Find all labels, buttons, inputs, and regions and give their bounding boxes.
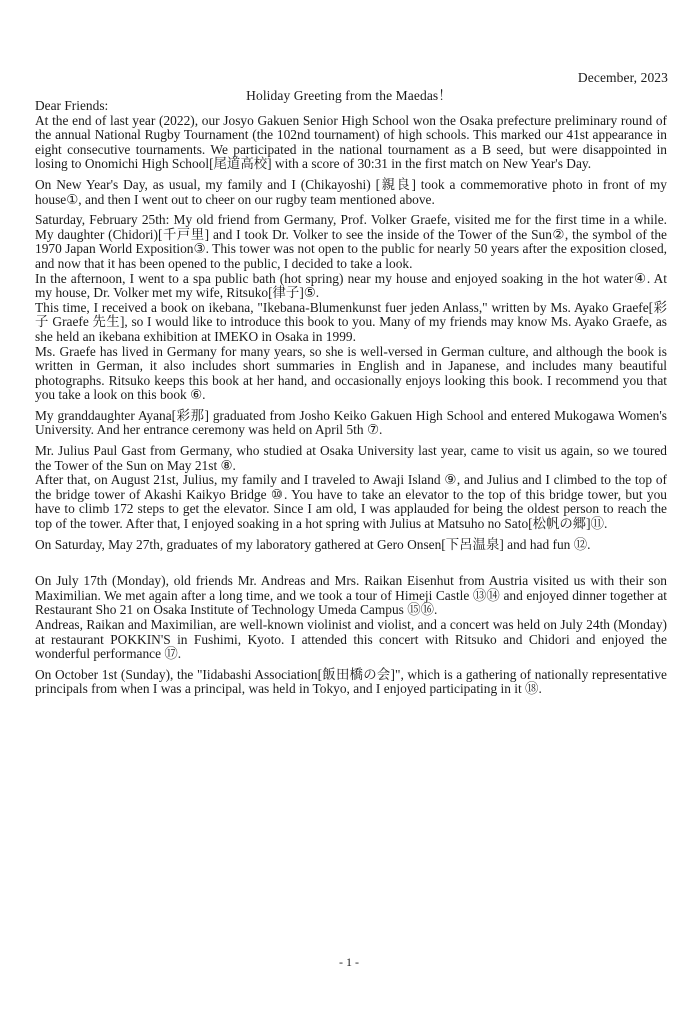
paragraph-concert: Andreas, Raikan and Maximilian, are well-known violinist and violist, and a concert was held on July 24th (Monday) at restaurant POKKIN'S in Fushimi, Kyoto. I attended this concert with Ritsuko and Chidori and enjoyed the wonderful performance ⑰. [35, 617, 667, 662]
paragraph-awaji: After that, on August 21st, Julius, my family and I traveled to Awaji Island ⑨, and Julius and I climbed to the top of the bridge tower of Akashi Kaikyo Bridge ⑩. You have to take an elevator to the top of this bridge tower, but you have to climb 172 steps to get the elevator. Since I am old, I was applauded for being the oldest person to reach the top of the tower. After that, I enjoyed soaking in a hot spring with Julius at Matsuho no Sato[松帆の郷]⑪. [35, 472, 667, 532]
paragraph-gero: On Saturday, May 27th, graduates of my laboratory gathered at Gero Onsen[下呂温泉] and had fun ⑫. [35, 536, 591, 552]
paragraph-julius-visit: Mr. Julius Paul Gast from Germany, who studied at Osaka University last year, came to visit us again, so we toured the Tower of the Sun on May 21st ⑧. [35, 443, 667, 473]
paragraph-iidabashi: On October 1st (Sunday), the "Iidabashi Association[飯田橋の会]", which is a gathering of nationally representative principals from when I was a principal, was held in Tokyo, and I enjoyed participating in it ⑱. [35, 666, 667, 697]
paragraph-spa: In the afternoon, I went to a spa public bath (hot spring) near my house and enjoyed soaking in the hot water④. At my house, Dr. Volker met my wife, Ritsuko[律子]⑤. [35, 270, 667, 301]
paragraph-ayana: My granddaughter Ayana[彩那] graduated from Josho Keiko Gakuen High School and entered Mukogawa Women's University. And her entrance ceremony was held on April 5th ⑦. [35, 407, 667, 438]
letter-date: December, 2023 [577, 70, 668, 85]
letter-title: Holiday Greeting from the Maedas！ [246, 88, 452, 103]
paragraph-eisenhut: On July 17th (Monday), old friends Mr. Andreas and Mrs. Raikan Eisenhut from Austria visited us with their son Maximilian. We met again after a long time, and we took a tour of Himeji Castle ⑬⑭ and enjoyed dinner together at Restaurant Sho 21 on Osaka Institute of Technology Umeda Campus ⑮⑯. [35, 573, 667, 618]
page-number: - 1 - [339, 955, 359, 969]
salutation: Dear Friends: [35, 98, 109, 113]
paragraph-ikebana-book: This time, I received a book on ikebana, "Ikebana-Blumenkunst fuer jeden Anlass," written by Ms. Ayako Graefe[彩子 Graefe 先生], so I would like to introduce this book to you. Many of my friends may know Ms. Ayako Graefe, as she held an ikebana exhibition at IMEKO in Osaka in 1999. [35, 299, 667, 344]
paragraph-new-year: On New Year's Day, as usual, my family and I (Chikayoshi) [親良] took a commemorative photo in front of my house①, and then I went out to cheer on our rugby team mentioned above. [35, 176, 667, 207]
letter-body [35, 99, 667, 697]
paragraph-graefe: Ms. Graefe has lived in Germany for many years, so she is well-versed in German culture, and although the book is written in German, it also includes short summaries in English and in Japanese, and includes many beautiful photographs. Ritsuko keeps this book at her hand, and occasionally enjoys looking this book. I recommend you that you take a look on this book ⑥. [35, 343, 667, 403]
paragraph-volker-visit: Saturday, February 25th: My old friend from Germany, Prof. Volker Graefe, visited me for the first time in a while. My daughter (Chidori)[千戸里] and I took Dr. Volker to see the inside of the Tower of the Sun②, the symbol of the 1970 Japan World Exposition③. This tower was not open to the public for nearly 50 years after the exposition closed, and now that it has been opened to the public, I decided to take a look. [35, 212, 667, 271]
paragraph-rugby: At the end of last year (2022), our Josyo Gakuen Senior High School won the Osaka prefecture preliminary round of the annual National Rugby Tournament (the 102nd tournament) of high schools. This marked our 41st appearance in eight consecutive tournaments. We participated in the national tournament as a B seed, but were disappointed in losing to Onomichi High School[尾道高校] with a score of 30:31 in the first match on New Year's Day. [35, 112, 667, 172]
